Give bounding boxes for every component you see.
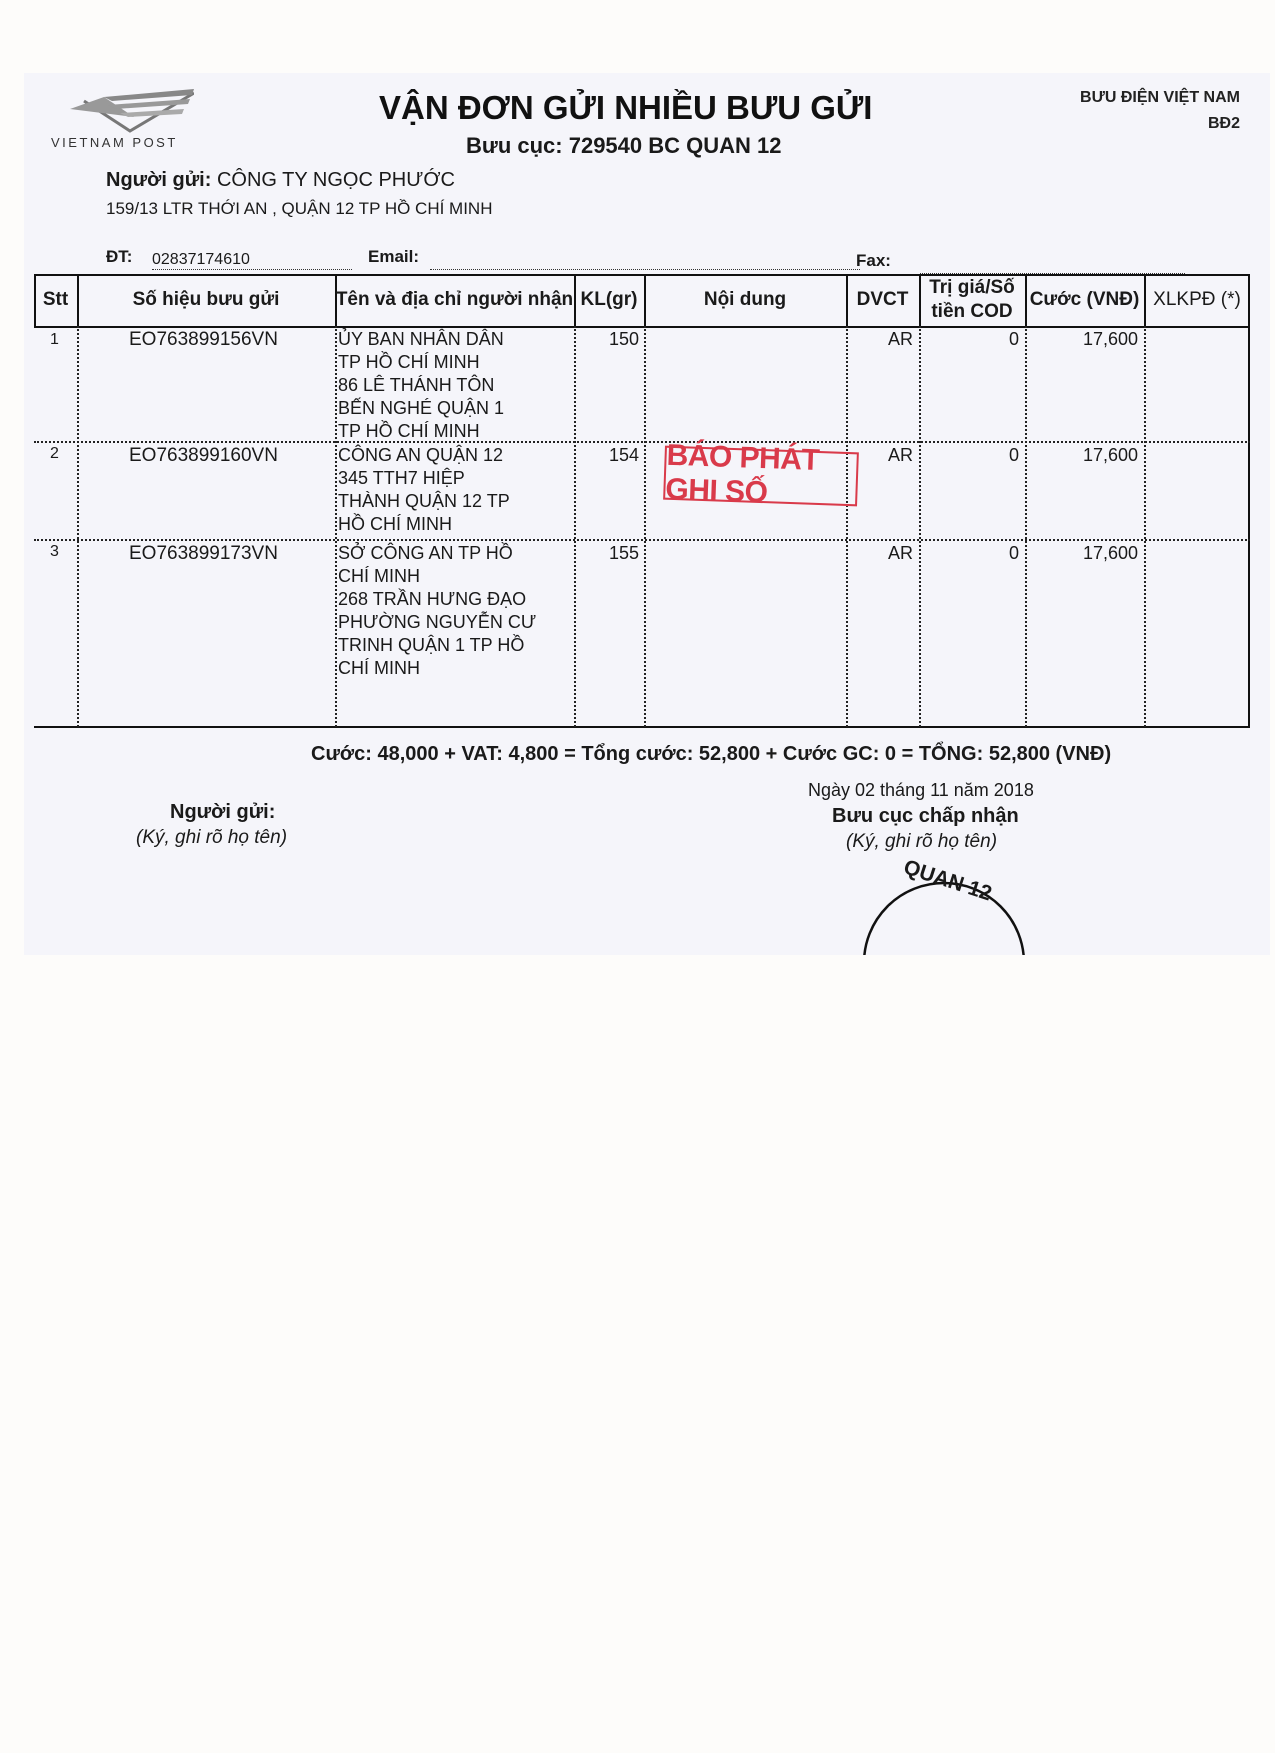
sender-line — [106, 169, 455, 192]
phone-value: 02837174610 — [152, 251, 250, 268]
cell-stt: 1 — [50, 331, 59, 348]
org-name: BƯU ĐIỆN VIỆT NAM — [1080, 89, 1240, 106]
delivery-stamp: BÁO PHÁT GHI SỐ — [663, 446, 859, 507]
cell-dvct: AR — [887, 329, 913, 349]
logo-text: VIETNAM POST — [51, 135, 178, 150]
recipient-line: BẾN NGHÉ QUẬN 1 — [338, 398, 505, 418]
cell-fee: 17,600 — [1082, 543, 1138, 563]
fax-label: Fax: — [856, 251, 891, 270]
header-recipient: Tên và địa chỉ người nhận — [335, 289, 574, 310]
recipient-line: 268 TRẦN HƯNG ĐẠO — [338, 589, 527, 609]
cell-cod: 0 — [1008, 445, 1019, 465]
vietnam-post-logo-icon — [64, 87, 194, 135]
sender-label: Người gửi: — [106, 169, 212, 191]
header-content: Nội dung — [703, 289, 787, 310]
recipient-line: TP HỒ CHÍ MINH — [338, 421, 480, 441]
post-office-subtitle: Bưu cục: 729540 BC QUAN 12 — [466, 133, 782, 158]
cell-code: EO763899160VN — [129, 445, 278, 466]
cell-recipient — [338, 542, 536, 680]
col-dotted — [846, 326, 848, 727]
cell-recipient — [338, 444, 510, 536]
waybill-document — [24, 73, 1270, 955]
round-stamp-text: QUAN 12 — [900, 855, 995, 906]
row-divider — [34, 539, 1250, 541]
recipient-line: ỦY BAN NHÂN DÂN — [338, 329, 504, 349]
totals-line: Cước: 48,000 + VAT: 4,800 = Tổng cước: 52,800 + Cước GC: 0 = TỔNG: 52,800 (VNĐ) — [311, 743, 1112, 765]
col-dotted — [1144, 326, 1146, 727]
cell-cod: 0 — [1008, 329, 1019, 349]
sender-address: 159/13 LTR THỚI AN , QUẬN 12 TP HỒ CHÍ MINH — [106, 199, 493, 218]
recipient-line: TRINH QUẬN 1 TP HỒ — [338, 635, 525, 655]
col-dotted — [919, 326, 921, 727]
table-bottom-border — [34, 726, 1250, 728]
header-code: Số hiệu bưu gửi — [132, 289, 280, 310]
accepting-office-title: Bưu cục chấp nhận — [832, 805, 1019, 827]
cell-fee: 17,600 — [1082, 445, 1138, 465]
recipient-line: 86 LÊ THÁNH TÔN — [338, 375, 495, 395]
page-title: VẬN ĐƠN GỬI NHIỀU BƯU GỬI — [379, 89, 873, 126]
recipient-line: THÀNH QUẬN 12 TP — [338, 491, 510, 511]
cell-cod: 0 — [1008, 543, 1019, 563]
header-xlkpd: XLKPĐ (*) — [1153, 289, 1241, 310]
table-right-border — [1248, 274, 1250, 727]
cell-weight: 155 — [608, 543, 639, 563]
phone-dotted-line — [152, 269, 352, 270]
shipment-table — [34, 274, 1250, 727]
recipient-line: 345 TTH7 HIỆP — [338, 468, 465, 488]
col-dotted — [574, 326, 576, 727]
cell-code: EO763899173VN — [129, 543, 278, 564]
cell-code: EO763899156VN — [129, 329, 278, 350]
sender-signature-sub: (Ký, ghi rõ họ tên) — [136, 827, 288, 848]
recipient-line: CHÍ MINH — [338, 658, 420, 678]
col-dotted — [335, 326, 337, 727]
recipient-line: CÔNG AN QUẬN 12 — [338, 445, 504, 465]
form-code: BĐ2 — [1207, 115, 1240, 132]
header-fee: Cước (VNĐ) — [1029, 289, 1140, 310]
cell-weight: 154 — [608, 445, 639, 465]
issue-date: Ngày 02 tháng 11 năm 2018 — [808, 780, 1034, 800]
phone-label: ĐT: — [106, 247, 133, 266]
cell-recipient — [338, 328, 504, 443]
recipient-line: CHÍ MINH — [338, 566, 420, 586]
recipient-line: HỒ CHÍ MINH — [338, 514, 452, 534]
sender-name: CÔNG TY NGỌC PHƯỚC — [216, 169, 455, 191]
cell-dvct: AR — [887, 445, 913, 465]
email-dotted-line — [430, 269, 860, 270]
cell-stt: 3 — [50, 543, 59, 560]
col-dotted — [1025, 326, 1027, 727]
cell-fee: 17,600 — [1082, 329, 1138, 349]
email-label: Email: — [368, 247, 420, 266]
header-weight: KL(gr) — [580, 289, 638, 310]
accepting-office-sub: (Ký, ghi rõ họ tên) — [846, 831, 998, 852]
cell-dvct: AR — [887, 543, 913, 563]
recipient-line: PHƯỜNG NGUYỄN CƯ — [338, 612, 537, 632]
recipient-line: TP HỒ CHÍ MINH — [338, 352, 480, 372]
header-dvct: DVCT — [856, 289, 909, 310]
col-dotted — [77, 326, 79, 727]
recipient-line: SỞ CÔNG AN TP HỒ — [338, 543, 513, 563]
row-divider — [34, 441, 1250, 443]
sender-signature-title: Người gửi: — [170, 801, 276, 823]
cell-weight: 150 — [608, 329, 639, 349]
cell-stt: 2 — [50, 445, 59, 462]
col-dotted — [644, 326, 646, 727]
header-stt: Stt — [42, 289, 69, 310]
header-cod: Trị giá/Số tiền COD — [929, 277, 1015, 322]
